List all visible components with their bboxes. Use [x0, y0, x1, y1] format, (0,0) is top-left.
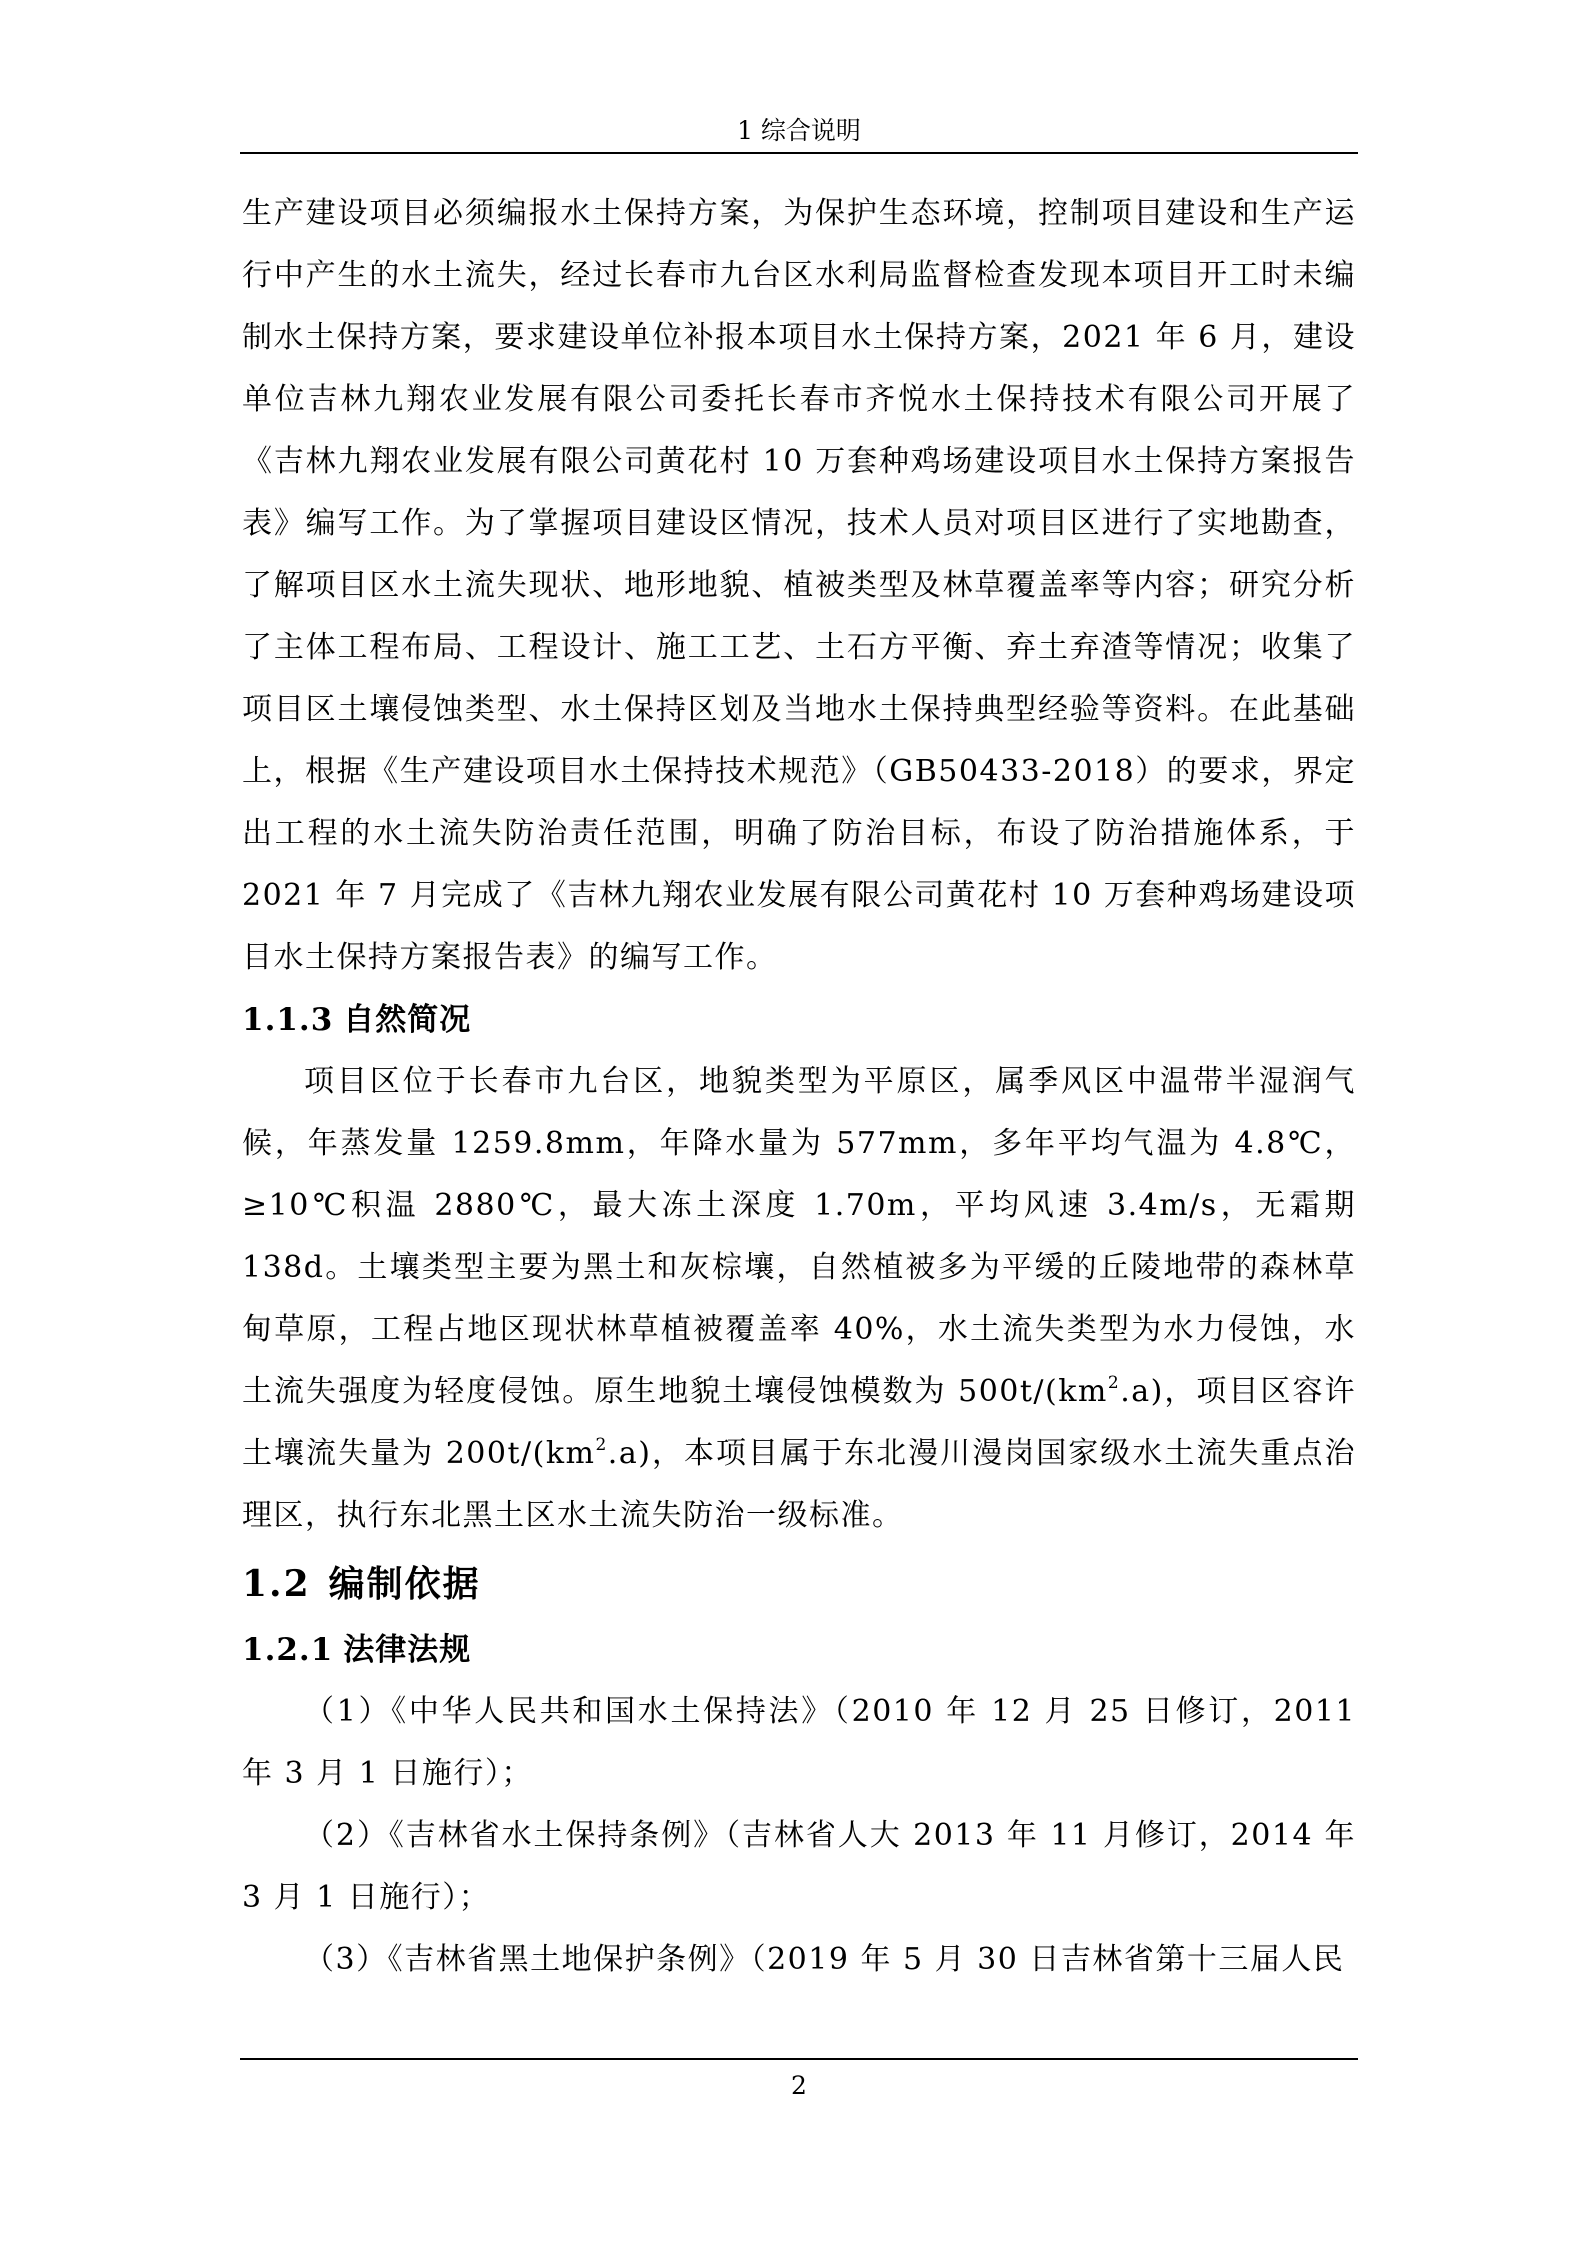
running-header: 1 综合说明 [737, 116, 861, 145]
superscript-2: 2 [1107, 1373, 1121, 1393]
section-number: 1.1.3 [242, 1002, 334, 1038]
section-title: 自然简况 [343, 1002, 472, 1038]
natural-conditions-paragraph [242, 1051, 1356, 1547]
natural-conditions-text-3: .a)，本项目属于东北漫川漫岗国家级水土流失重点治理区，执行东北黑土区水土流失防治一级标准。 [242, 1436, 1356, 1533]
section-heading-1-2-1 [242, 1619, 1356, 1681]
natural-conditions-text-2: .a)，项目区容许土壤流失量为 200t/(km [242, 1374, 1356, 1471]
intro-paragraph: 生产建设项目必须编报水土保持方案，为保护生态环境，控制项目建设和生产运行中产生的水土流失，经过长春市九台区水利局监督检查发现本项目开工时未编制水土保持方案，要求建设单位补报本项目水土保持方案，2021 年 6 月，建设单位吉林九翔农业发展有限公司委托长春市齐悦水土保持技术有限公司开展了《吉林九翔农业发展有限公司黄花村 10 万套种鸡场建设项目水土保持方案报告表》编写工作。为了掌握项目建设区情况，技术人员对项目区进行了实地勘查，了解项目区水土流失现状、地形地貌、植被类型及林草覆盖率等内容；研究分析了主体工程布局、工程设计、施工工艺、土石方平衡、弃土弃渣等情况；收集了项目区土壤侵蚀类型、水土保持区划及当地水土保持典型经验等资料。在此基础上，根据《生产建设项目水土保持技术规范》（GB50433-2018）的要求，界定出工程的水土流失防治责任范围，明确了防治目标，布设了防治措施体系，于 2021 年 7 月完成了《吉林九翔农业发展有限公司黄花村 10 万套种鸡场建设项目水土保持方案报告表》的编写工作。 [242, 196, 1356, 975]
natural-conditions-text-1: 项目区位于长春市九台区，地貌类型为平原区，属季风区中温带半湿润气候，年蒸发量 1259.8mm，年降水量为 577mm，多年平均气温为 4.8℃，≥10℃积温 2880℃，最大冻土深度 1.70m，平均风速 3.4m/s，无霜期 138d。土壤类型主要为黑土和灰棕壤，自然植被多为平缓的丘陵地带的森林草甸草原，工程占地区现状林草植被覆盖率 40%，水土流失类型为水力侵蚀，水土流失强度为轻度侵蚀。原生地貌土壤侵蚀模数为 500t/(km [242, 1064, 1356, 1409]
law-item: （2）《吉林省水土保持条例》（吉林省人大 2013 年 11 月修订，2014 年 3 月 1 日施行）； [242, 1818, 1356, 1915]
law-item: （3）《吉林省黑土地保护条例》（2019 年 5 月 30 日吉林省第十三届人民 [304, 1942, 1345, 1977]
law-item: （1）《中华人民共和国水土保持法》（2010 年 12 月 25 日修订，2011 年 3 月 1 日施行）； [242, 1694, 1356, 1791]
page-body [242, 183, 1356, 2023]
section-heading-1-2 [242, 1551, 1356, 1617]
superscript-2: 2 [595, 1435, 608, 1455]
page-number: 2 [791, 2071, 807, 2100]
section-title: 法律法规 [343, 1632, 472, 1668]
section-title: 编制依据 [328, 1563, 481, 1605]
header-divider [240, 152, 1358, 154]
section-number: 1.2 [242, 1563, 311, 1605]
footer-divider [240, 2058, 1358, 2060]
section-number: 1.2.1 [242, 1632, 334, 1668]
section-heading-1-1-3 [242, 989, 1356, 1051]
